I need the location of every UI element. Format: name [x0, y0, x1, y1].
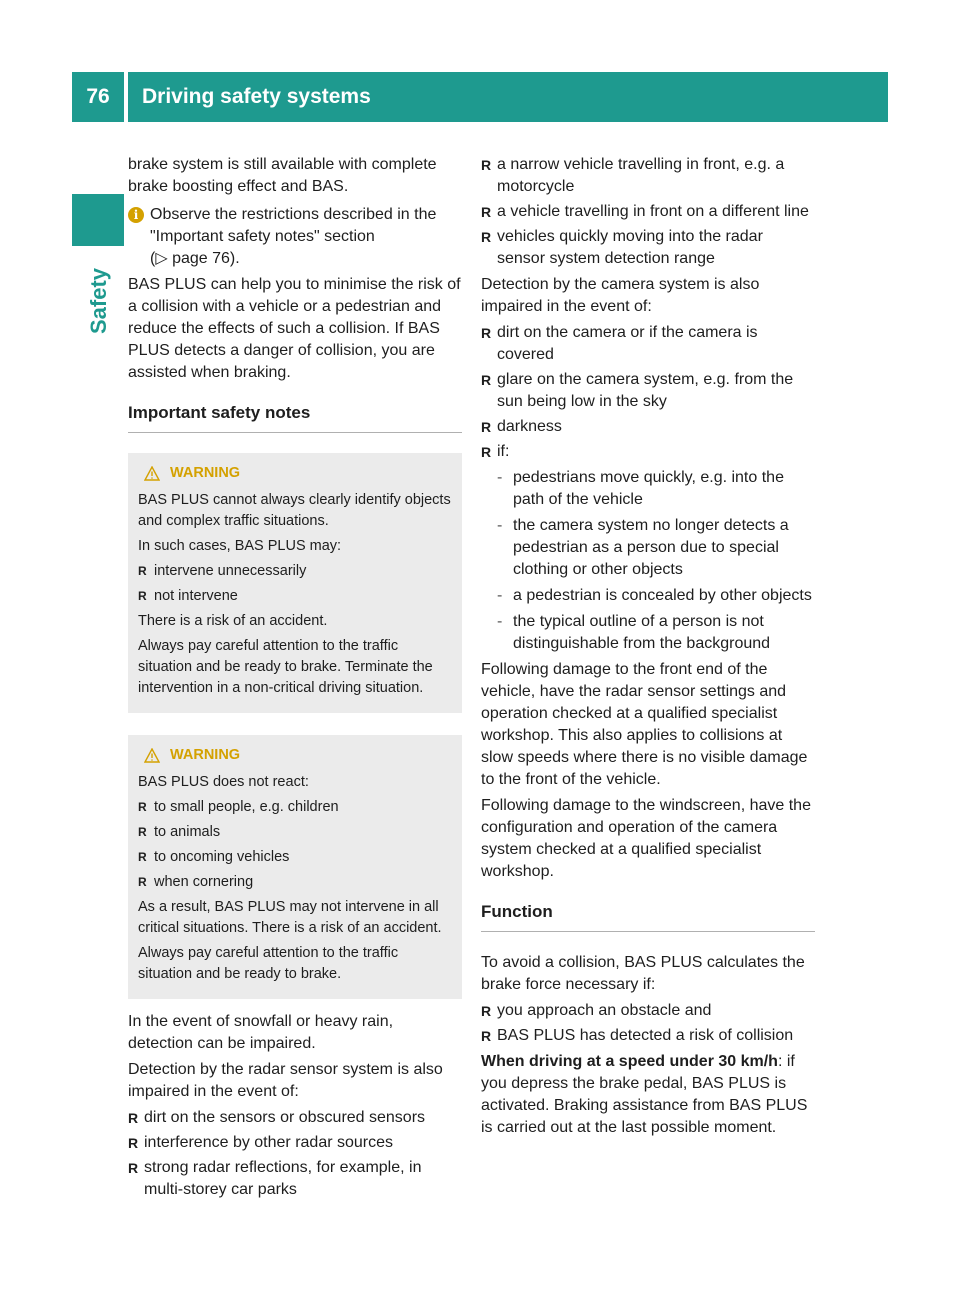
bullet-list: [128, 1107, 462, 1201]
warning-box: [128, 453, 462, 713]
warning-list: [138, 797, 452, 893]
warning-label: WARNING: [170, 465, 241, 481]
bullet-list: [481, 154, 815, 270]
sub-list-item: - pedestrians move quickly, e.g. into the path of the vehicle: [497, 467, 815, 511]
sub-list-item: - the camera system no longer detects a pedestrian as a person due to special clothing or other objects: [497, 515, 815, 581]
section-heading: Important safety notes: [128, 402, 462, 433]
info-note: [128, 204, 462, 270]
sub-list: [497, 467, 815, 655]
warning-text: Always pay careful attention to the traffic situation and be ready to brake. Terminate the intervention in a non-critical driving situation.: [138, 638, 433, 696]
list-item: R dirt on the sensors or obscured sensors: [128, 1107, 462, 1129]
warning-text: BAS PLUS cannot always clearly identify objects and complex traffic situations.: [138, 492, 451, 529]
warning-text: Always pay careful attention to the traffic situation and be ready to brake.: [138, 945, 399, 982]
list-item: [481, 441, 815, 655]
sub-list-item: - the typical outline of a person is not distinguishable from the background: [497, 611, 815, 655]
bas-plus-paragraph: BAS PLUS can help you to minimise the risk of a collision with a vehicle or a pedestrian and reduce the effects of such a collision. If BAS PLUS detects a danger of collision, you are assisted when braking.: [128, 276, 461, 381]
page-title: Driving safety systems: [128, 72, 888, 122]
warning-text: As a result, BAS PLUS may not intervene in all critical situations. There is a risk of an accident.: [138, 899, 442, 936]
list-item: R to small people, e.g. children: [138, 797, 452, 818]
page-number: 76: [72, 72, 124, 122]
body-paragraph: In the event of snowfall or heavy rain, detection can be impaired.: [128, 1013, 394, 1052]
warning-triangle-icon: [144, 466, 160, 481]
left-column: [128, 154, 462, 1205]
bullet-list: [481, 322, 815, 655]
list-item: R a vehicle travelling in front on a different line: [481, 201, 815, 223]
body-paragraph: Following damage to the front end of the vehicle, have the radar sensor settings and operation checked at a qualified specialist workshop. This also applies to collisions at slow speeds where there is no visible damage to the front of the vehicle.: [481, 661, 808, 788]
bold-lead-text: When driving at a speed under 30 km/h: [481, 1053, 778, 1070]
list-item: R you approach an obstacle and: [481, 1000, 815, 1022]
page-reference-link[interactable]: (▷ page 76).: [150, 250, 240, 267]
info-icon: i: [128, 207, 144, 223]
warning-text: BAS PLUS does not react:: [138, 774, 309, 790]
warning-box: [128, 735, 462, 999]
list-item: R to oncoming vehicles: [138, 847, 452, 868]
right-column: [481, 154, 815, 1143]
list-item: R to animals: [138, 822, 452, 843]
body-paragraph: Detection by the radar sensor system is also impaired in the event of:: [128, 1061, 443, 1100]
section-tab-block: [72, 194, 124, 246]
list-item: R vehicles quickly moving into the radar sensor system detection range: [481, 226, 815, 270]
warning-triangle-icon: [144, 748, 160, 763]
list-item: R darkness: [481, 416, 815, 438]
list-item: R a narrow vehicle travelling in front, e.g. a motorcycle: [481, 154, 815, 198]
list-item: R interference by other radar sources: [128, 1132, 462, 1154]
warning-header: [144, 463, 452, 484]
list-item: R when cornering: [138, 872, 452, 893]
info-text: Observe the restrictions described in the "Important safety notes" section: [150, 206, 437, 245]
body-paragraph: Following damage to the windscreen, have the configuration and operation of the camera system checked at a qualified specialist workshop.: [481, 797, 811, 880]
body-paragraph: To avoid a collision, BAS PLUS calculates the brake force necessary if:: [481, 954, 805, 993]
body-paragraph: [481, 1051, 815, 1139]
paragraph-text: : if you depress the brake pedal, BAS PLUS is activated. Braking assistance from BAS PLUS is carried out at the last possible moment.: [481, 1053, 808, 1136]
body-paragraph: Detection by the camera system is also impaired in the event of:: [481, 276, 760, 315]
list-item: R glare on the camera system, e.g. from the sun being low in the sky: [481, 369, 815, 413]
list-item: R not intervene: [138, 586, 452, 607]
section-heading: Function: [481, 901, 815, 932]
list-item: R dirt on the camera or if the camera is covered: [481, 322, 815, 366]
warning-list: [138, 561, 452, 607]
sub-list-item: - a pedestrian is concealed by other objects: [497, 585, 815, 607]
list-item: R strong radar reflections, for example, in multi-storey car parks: [128, 1157, 462, 1201]
list-item: R BAS PLUS has detected a risk of collision: [481, 1025, 815, 1047]
list-item: R intervene unnecessarily: [138, 561, 452, 582]
warning-text: In such cases, BAS PLUS may:: [138, 538, 342, 554]
warning-header: [144, 745, 452, 766]
warning-text: There is a risk of an accident.: [138, 613, 328, 629]
intro-paragraph: brake system is still available with complete brake boosting effect and BAS.: [128, 156, 437, 195]
bullet-list: [481, 1000, 815, 1047]
warning-label: WARNING: [170, 747, 241, 763]
list-item-label: if:: [497, 443, 510, 460]
section-tab-label: Safety: [86, 267, 111, 334]
